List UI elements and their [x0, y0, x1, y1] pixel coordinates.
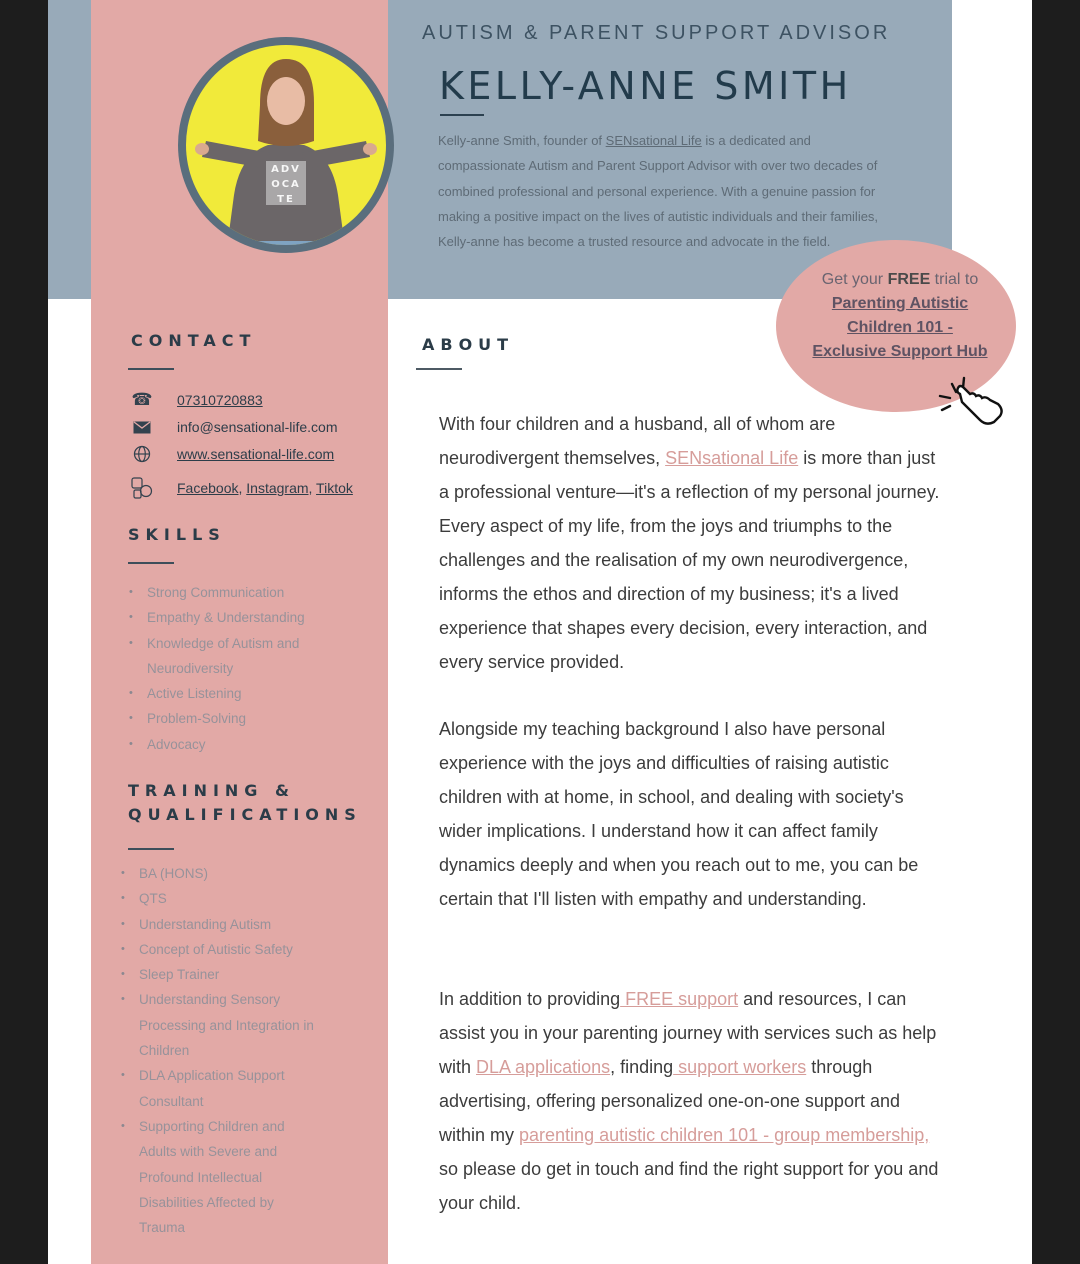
list-item: • Supporting Children and Adults with Severe and Profound Intellectual Disabilities Affected by Trauma	[120, 1114, 320, 1240]
email-icon	[131, 416, 153, 438]
contact-website[interactable]	[131, 442, 334, 466]
profile-photo-frame	[178, 37, 394, 253]
name-underline	[440, 114, 484, 116]
phone-number[interactable]: 07310720883	[177, 392, 263, 408]
dla-applications-link[interactable]: DLA applications	[476, 1057, 611, 1077]
hoodie-text-2: OCA	[271, 179, 301, 190]
globe-icon	[131, 443, 153, 465]
training-title	[128, 779, 362, 827]
list-item: • Concept of Autistic Safety	[120, 937, 320, 962]
hoodie-text-3: TE	[277, 194, 295, 205]
list-item: • QTS	[120, 886, 320, 911]
list-item: • Strong Communication	[128, 580, 318, 605]
person-name: KELLY-ANNE SMITH	[439, 64, 852, 108]
about-title: ABOUT	[422, 335, 515, 354]
contact-title: CONTACT	[131, 331, 257, 350]
list-item: • Active Listening	[128, 681, 318, 706]
skills-list	[128, 580, 318, 757]
intro-paragraph: Kelly-anne Smith, founder of SENsational Life is a dedicated and compassionate Autism and Parent Support Advisor with over two decades of combined professional and personal experience. With a genuine passion for making a positive impact on the lives of autistic individuals and their families, Kelly-anne has become a trusted resource and advocate in the field.	[438, 133, 879, 250]
profile-photo	[186, 45, 386, 245]
list-item: • Knowledge of Autism and Neurodiversity	[128, 631, 318, 682]
list-item: • DLA Application Support Consultant	[120, 1063, 320, 1114]
free-support-link[interactable]: FREE support	[620, 989, 739, 1009]
training-title-line1: TRAINING &	[128, 781, 295, 800]
training-title-line2: QUALIFICATIONS	[128, 805, 362, 824]
about-paragraph-2: Alongside my teaching background I also have personal experience with the joys and difficulties of raising autistic children with at home, in school, and dealing with society's wider implications. I understand how it can affect family dynamics deeply and when you reach out to me, you can be certain that I'll listen with empathy and understanding.	[439, 719, 919, 909]
contact-social: Facebook, Instagram, Tiktok	[131, 476, 353, 500]
support-hub-link[interactable]: Parenting Autistic Children 101 - Exclusive Support Hub	[812, 295, 988, 360]
intro-sensational-link[interactable]: SENsational Life	[605, 133, 702, 148]
skills-rule	[128, 562, 174, 564]
facebook-link[interactable]: Facebook	[177, 480, 239, 496]
list-item: • Understanding Autism	[120, 912, 320, 937]
list-item: • Sleep Trainer	[120, 962, 320, 987]
sensational-life-link[interactable]: SENsational Life	[665, 448, 799, 468]
sidebar	[91, 0, 388, 1264]
list-item: • Empathy & Understanding	[128, 605, 318, 630]
website-url[interactable]: www.sensational-life.com	[177, 446, 335, 462]
job-title: AUTISM & PARENT SUPPORT ADVISOR	[422, 22, 891, 44]
about-rule	[416, 368, 462, 370]
support-workers-link[interactable]: support workers	[673, 1057, 807, 1077]
hoodie-text-1: ADV	[271, 164, 301, 175]
contact-email[interactable]	[131, 415, 338, 439]
person-illustration	[186, 45, 386, 245]
about-paragraph-3: In addition to providing FREE support and resources, I can assist you in your parenting journey with services such as help with DLA applications, finding support workers through advertising, offering personalized one-on-one support and within my parenting autistic children 101 - group membership, so please do get in touch and find the right support for you and your child.	[439, 989, 939, 1213]
list-item: • BA (HONS)	[120, 861, 320, 886]
social-media-icon	[131, 477, 153, 499]
list-item: • Advocacy	[128, 732, 318, 757]
group-membership-link[interactable]: parenting autistic children 101 - group membership,	[519, 1125, 930, 1145]
email-address[interactable]: info@sensational-life.com	[177, 419, 338, 435]
list-item: • Understanding Sensory Processing and Integration in Children	[120, 987, 320, 1063]
skills-title: SKILLS	[128, 525, 226, 544]
free-trial-text[interactable]: Get your FREE trial to Parenting Autistic Children 101 - Exclusive Support Hub	[776, 268, 1024, 364]
phone-icon: ☎	[131, 390, 153, 409]
list-item: • Problem-Solving	[128, 706, 318, 731]
about-paragraph-1: With four children and a husband, all of whom are neurodivergent themselves, SENsational Life is more than just a professional venture—it's a reflection of my personal journey. Every aspect of my life, from the joys and triumphs to the challenges and the realisation of my own neurodivergence, informs the ethos and direction of my business; it's a lived experience that shapes every decision, every interaction, and every service provided.	[439, 414, 940, 672]
training-rule	[128, 848, 174, 850]
contact-rule	[128, 368, 174, 370]
resume-page	[48, 0, 1032, 1264]
instagram-link[interactable]: Instagram	[246, 480, 309, 496]
contact-phone[interactable]	[131, 388, 263, 412]
tiktok-link[interactable]: Tiktok	[316, 480, 353, 496]
training-list	[120, 861, 320, 1240]
